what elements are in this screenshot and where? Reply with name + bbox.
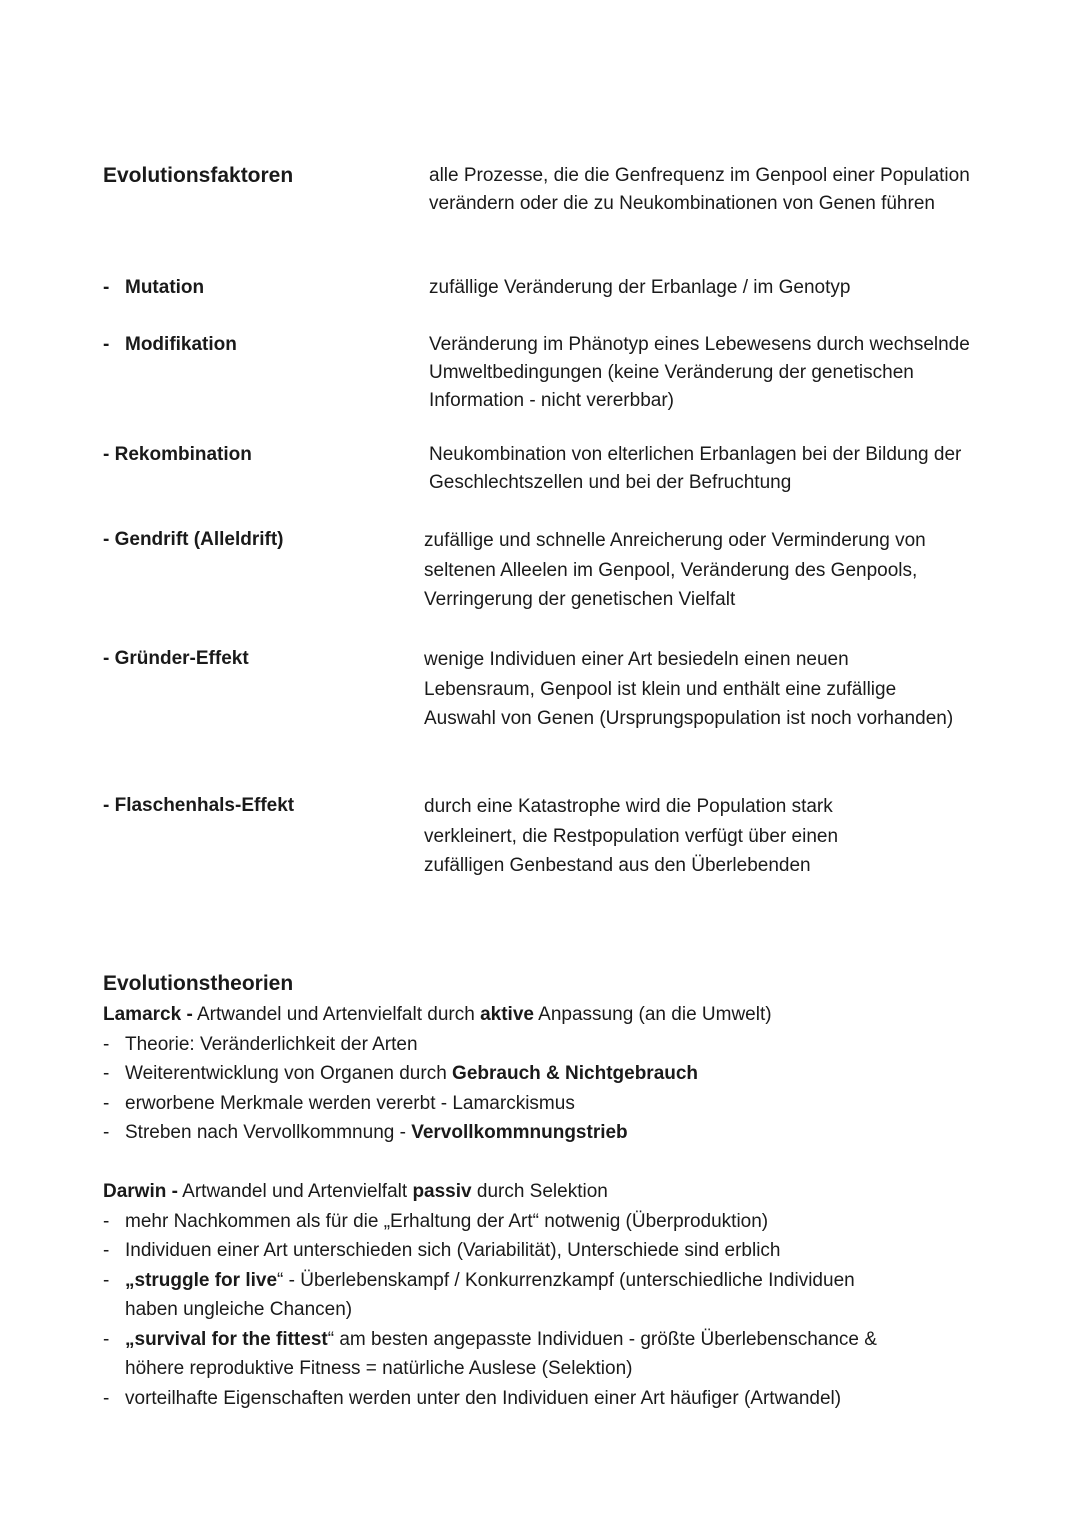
dash-marker: - [103,1211,110,1232]
definition-flaschenhals-effekt: durch eine Katastrophe wird die Population stark verkleinert, die Restpopulation verfügt über einen zufälligen Genbestand aus den Überlebenden [424,796,839,876]
bullet-text: Theorie: Veränderlichkeit der Arten [125,1034,418,1055]
darwin-bullet-4 [103,1325,877,1355]
darwin-intro [103,1177,608,1207]
definition-modifikation: Veränderung im Phänotyp eines Lebewesens durch wechselnde Umweltbedingungen (keine Veränderung der genetischen Information - nicht vererbbar) [429,334,970,411]
dash-marker: - [103,1329,110,1350]
bullet-text: Individuen einer Art unterschieden sich (Variabilität), Unterschiede sind erblich [125,1240,781,1261]
dash-marker: - [103,1388,110,1409]
term-rekombination: - Rekombination [103,444,252,465]
dash-marker: - [103,1240,110,1261]
section-heading-theories: Evolutionstheorien [103,972,294,995]
darwin-bullet-3 [103,1266,855,1296]
lamarck-intro [103,1000,772,1030]
definition-gruender-effekt: wenige Individuen einer Art besiedeln einen neuen Lebensraum, Genpool ist klein und enthält eine zufällige Auswahl von Genen (Ursprungspopulation ist noch vorhanden) [424,649,954,729]
darwin-bullet-3-continuation: haben ungleiche Chancen) [125,1299,353,1320]
section-heading-factors: Evolutionsfaktoren [103,164,294,187]
bullet-text: Streben nach Vervollkommnung - [125,1122,412,1143]
term-gendrift: - Gendrift (Alleldrift) [103,529,284,550]
term-mutation [103,274,204,302]
bullet-bold: „struggle for live [125,1270,278,1291]
dash-marker: - [103,1063,110,1084]
definition-gendrift: zufällige und schnelle Anreicherung oder Verminderung von seltenen Alleelen im Genpool, Veränderung des Genpools, Verringerung der genetischen Vielfalt [424,530,926,610]
darwin-bullet-2 [103,1236,781,1266]
term-gruender-effekt: - Gründer-Effekt [103,648,249,669]
term-flaschenhals-effekt: - Flaschenhals-Effekt [103,795,295,816]
definition-mutation: zufällige Veränderung der Erbanlage / im Genotyp [429,277,851,298]
bullet-bold: Vervollkommnungstrieb [411,1122,628,1143]
bullet-text: “ - Überlebenskampf / Konkurrenzkampf (unterschiedliche Individuen [277,1270,855,1291]
lamarck-bullet-3 [103,1089,575,1119]
lamarck-name: Lamarck - [103,1004,193,1025]
dash-marker: - [103,1093,110,1114]
dash-marker: - [103,334,110,355]
factors-definition: alle Prozesse, die die Genfrequenz im Genpool einer Population verändern oder die zu Neukombinationen von Genen führen [429,165,970,214]
dash-marker: - [103,1270,110,1291]
lamarck-bullet-1 [103,1030,418,1060]
darwin-bullet-5 [103,1384,841,1414]
lamarck-intro-bold: aktive [480,1004,534,1025]
darwin-intro-text-end: durch Selektion [471,1181,608,1202]
darwin-intro-bold: passiv [412,1181,472,1202]
darwin-intro-text: Artwandel und Artenvielfalt [177,1181,413,1202]
lamarck-intro-text-end: Anpassung (an die Umwelt) [533,1004,772,1025]
lamarck-bullet-2 [103,1059,698,1089]
term-modifikation [103,331,237,359]
bullet-bold: „survival for the fittest [125,1329,328,1350]
darwin-bullet-1 [103,1207,768,1237]
bullet-text: erworbene Merkmale werden vererbt - Lamarckismus [125,1093,575,1114]
term-label: Modifikation [125,334,237,355]
lamarck-intro-text: Artwandel und Artenvielfalt durch [192,1004,481,1025]
bullet-bold: Gebrauch & Nichtgebrauch [452,1063,699,1084]
definition-rekombination: Neukombination von elterlichen Erbanlagen bei der Bildung der Geschlechtszellen und bei der Befruchtung [429,444,962,493]
dash-marker: - [103,1034,110,1055]
dash-marker: - [103,1122,110,1143]
bullet-text: vorteilhafte Eigenschaften werden unter den Individuen einer Art häufiger (Artwandel) [125,1388,842,1409]
dash-marker: - [103,277,110,298]
bullet-text: Weiterentwicklung von Organen durch [125,1063,453,1084]
darwin-bullet-4-continuation: höhere reproduktive Fitness = natürliche Auslese (Selektion) [125,1358,633,1379]
bullet-text: mehr Nachkommen als für die „Erhaltung der Art“ notwenig (Überproduktion) [125,1211,769,1232]
bullet-text: “ am besten angepasste Individuen - größte Überlebenschance & [327,1329,877,1350]
darwin-name: Darwin - [103,1181,178,1202]
term-label: Mutation [125,277,205,298]
lamarck-bullet-4 [103,1118,628,1148]
